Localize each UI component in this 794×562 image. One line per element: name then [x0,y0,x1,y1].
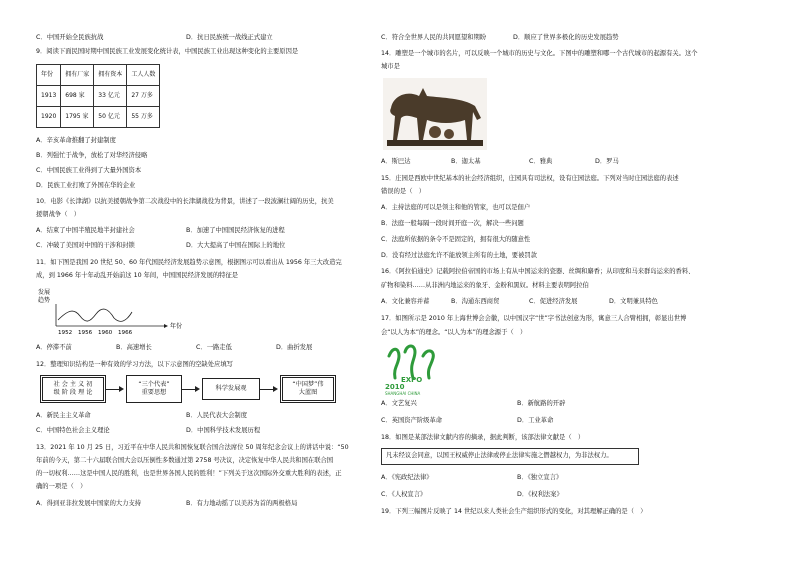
q14-stem-line1: 14．雕塑是一个城市的名片，可以反映一个城市的历史与文化。下图中的雕塑和哪一个古代城市的起源有关。这个 [381,50,698,57]
chart-tick-1960: 1960 [98,330,113,336]
flow-arrow-icon [106,385,126,393]
q9-stem: 9．阅读下面民国时期中国民族工业发展变化统计表，中国民族工业出现这种变化的主要原因是 [36,48,299,55]
q11-option-b: B．高速增长 [116,344,152,351]
chart-ylabel-1: 发展 [38,289,51,296]
q18-quote-box: 凡未经议会同意，以国王权威停止法律或停止法律实施之僭越权力，为非法权力。 [381,448,639,465]
flow-box2-line1: “三个代表” [138,380,170,388]
expo-2010-logo [383,342,443,396]
flow-box2-line2: 重要思想 [141,389,167,396]
table-cell: 33 亿元 [94,86,127,107]
flow-box-three-represents [126,375,182,403]
she-wolf-statue-svg [383,78,487,150]
she-wolf-statue-image [383,78,487,150]
expo-figure-right [423,351,433,378]
q11-trend-chart [36,286,196,336]
q9-option-a: A．辛亥革命推翻了封建制度 [36,137,116,144]
q12-stem: 12．整理知识结构是一种有效的学习方法，以下示意图的空缺处应填写 [36,361,233,368]
statue-base [387,140,483,146]
q11-option-a: A．停滞不前 [36,344,72,351]
q10-option-a: A．结束了中国半殖民地半封建社会 [36,227,135,234]
q15-option-d: D．没有经过法庭允许不能放领主所有的土地，要被罚款 [381,252,537,259]
q12-option-b: B．人民代表大会制度 [186,412,247,419]
table-row [37,65,160,86]
flow-box-chinese-dream [280,375,336,403]
expo-year: 2010 [385,383,405,391]
q14-option-d: D．罗马 [595,158,619,165]
q8-option-c: C．中国开始全民族抗战 [36,34,104,41]
chart-tick-1952: 1952 [58,330,73,336]
q14-option-b: B．迦太基 [451,158,481,165]
q11-stem-line2: 成，到 1966 年十年动乱开始前这 10 年间，中国国民经济发展的特征是 [36,272,239,279]
twin-figure-2 [444,129,454,139]
q17-stem-line2: 会“以人为本”的理念。“以人为本”的理念源于（ ） [381,329,527,336]
chart-trend-line [58,309,132,321]
q11-stem-line1: 11．如下图是我国 20 世纪 50、60 年代国民经济发展趋势示意图，根据图示可以看出从 1956 年三大改造完 [36,259,342,266]
q15-stem-line2: 错误的是（ ） [381,188,426,195]
q10-option-d: D．大大提高了中国在国际上的地位 [186,242,286,249]
chart-tick-1956: 1956 [78,330,93,336]
expo-word: EXPO [401,376,423,384]
flow-box-scientific-development: 科学发展观 [202,378,260,400]
chart-ylabel-2: 趋势 [38,297,51,304]
chart-xlabel: 年份 [170,323,183,330]
flow-arrow-icon [260,385,280,393]
table-cell: 工人人数 [127,65,160,86]
q16-option-d: D．文明兼具特色 [609,298,658,305]
expo-city: SHANGHAI CHINA [385,391,421,396]
expo-logo-svg [383,342,443,396]
q18-option-b: B．《独立宣言》 [517,474,563,481]
q12-flowchart [40,375,336,403]
q17-option-c: C．英国资产阶级革命 [381,417,443,424]
q18-option-a: A．《宪政纪法律》 [381,474,433,481]
q17-option-d: D．工业革命 [517,417,554,424]
q13-option-b: B．有力地动摇了以美苏为首的两极格局 [186,500,298,507]
q13-stem-line1: 13．2021 年 10 月 25 日，习近平在中华人民共和国恢复联合国合法席位 50 周年纪念会议上的讲话中说：“50 [36,444,349,451]
q16-stem-line2: 矿物和染料……从非洲内地运来的象牙、金粉和黑奴。材料主要表明阿拉伯 [381,282,589,289]
q13-option-c: C．符合全世界人民的共同愿望和期盼 [381,34,487,41]
q13-stem-line2: 年前的今天，第二十六届联合国大会以压倒性多数通过第 2758 号决议，决定恢复中华人民共和国在联合国 [36,457,334,464]
q10-stem-line1: 10．电影《长津湖》以抗美援朝战争第二次战役中的长津湖战役为背景，讲述了一段波澜壮阔的历史，抗美 [36,198,334,205]
flow-box4-line1: “中国梦”伟 [292,380,324,388]
flow-arrow-icon [182,385,202,393]
q14-stem-line2: 城市是 [381,63,400,70]
q11-option-d: D．曲折发展 [276,344,313,351]
table-row [37,86,160,107]
q18-option-c: C．《人权宣言》 [381,491,427,498]
expo-figure-left [389,349,399,378]
flow-box-primary-stage [40,375,106,403]
q11-option-c: C．一路走低 [196,344,232,351]
table-cell: 1920 [37,107,61,128]
table-cell: 年份 [37,65,61,86]
q17-option-a: A．文艺复兴 [381,400,417,407]
table-cell: 拥有资本 [94,65,127,86]
q8-option-d: D．抗日民族统一战线正式建立 [186,34,273,41]
q15-option-b: B．法庭一般每隔一段时间开庭一次，解决一些问题 [381,220,524,227]
table-cell: 698 家 [61,86,94,107]
q13-stem-line4: 确的一项是（ ） [36,483,87,490]
q12-option-c: C．中国特色社会主义理论 [36,427,110,434]
q17-stem-line1: 17．如图所示是 2010 年上海世博会会徽，以中国汉字“世”字书法创意为形，寓意三人合臂相拥，彰显出世博 [381,315,687,322]
table-cell: 50 亿元 [94,107,127,128]
twin-figure-1 [429,126,441,138]
flow-box4-line2: 大蓝图 [298,389,318,396]
q18-stem: 18．如图是某部法律文献内容的摘录，据此判断，该部法律文献是（ ） [381,434,585,441]
q9-table [36,64,160,128]
table-row [37,107,160,128]
q15-option-a: A．主持法庭的可以是领主和他的管家，也可以是佃户 [381,204,531,211]
q16-option-a: A．文化兼容并蓄 [381,298,430,305]
q9-option-d: D．民族工业打败了外国在华的企业 [36,182,136,189]
q15-option-c: C．法庭所依据的条令不是固定的，拥有很大的随意性 [381,236,531,243]
q15-stem-line1: 15．庄园是西欧中世纪基本的社会经济组织，庄园具有司法权，设有庄园法庭。下列对当时庄园法庭的表述 [381,175,679,182]
q10-option-c: C．冲破了美国对中国的干涉和封锁 [36,242,135,249]
q18-option-d: D．《权利法案》 [517,491,563,498]
q10-option-b: B．加速了中国国民经济恢复的进程 [186,227,285,234]
q9-option-b: B．列强忙于战争，放松了对华经济侵略 [36,152,148,159]
table-cell: 27 万多 [127,86,160,107]
q14-option-a: A．斯巴达 [381,158,411,165]
flow-box1-line1: 社 会 主 义 初 [53,380,93,388]
q10-stem-line2: 援朝战争（ ） [36,211,81,218]
chart-x-arrow [164,324,168,328]
q14-option-c: C．雅典 [529,158,553,165]
q9-option-c: C．中国民族工业得到了大量外国资本 [36,167,142,174]
expo-figure-middle [405,346,415,378]
table-cell: 55 万多 [127,107,160,128]
q12-option-d: D．中国科学技术发展历程 [186,427,261,434]
q13-option-a: A．得到亚非拉发展中国家的大力支持 [36,500,142,507]
q13-option-d: D．顺应了世界多极化的历史发展趋势 [513,34,619,41]
table-cell: 1913 [37,86,61,107]
q16-option-b: B．沟通东西商贸 [451,298,500,305]
table-cell: 拥有厂家 [61,65,94,86]
table-cell: 1795 家 [61,107,94,128]
q16-option-c: C．促进经济发展 [529,298,578,305]
q12-option-a: A．新民主主义革命 [36,412,91,419]
q17-option-b: B．新航路的开辟 [517,400,566,407]
q11-trend-svg [36,286,196,336]
q19-stem: 19．下列三幅图片反映了 14 世纪以来人类社会生产组织形式的变化，对其理解正确的是（ ） [381,508,647,515]
q13-stem-line3: 的一切权利……这是中国人民的胜利，也是世界各国人民的胜利！”下列关于这次国际外交重大胜利的表述，正 [36,470,342,477]
flow-box1-line2: 级 阶 段 理 论 [53,389,93,396]
chart-tick-1966: 1966 [118,330,133,336]
q16-stem-line1: 16．《阿拉伯通史》记载阿拉伯帝国的市场上有从中国运来的瓷器、丝绸和麝香；从印度和马来群岛运来的香料、 [381,268,695,275]
